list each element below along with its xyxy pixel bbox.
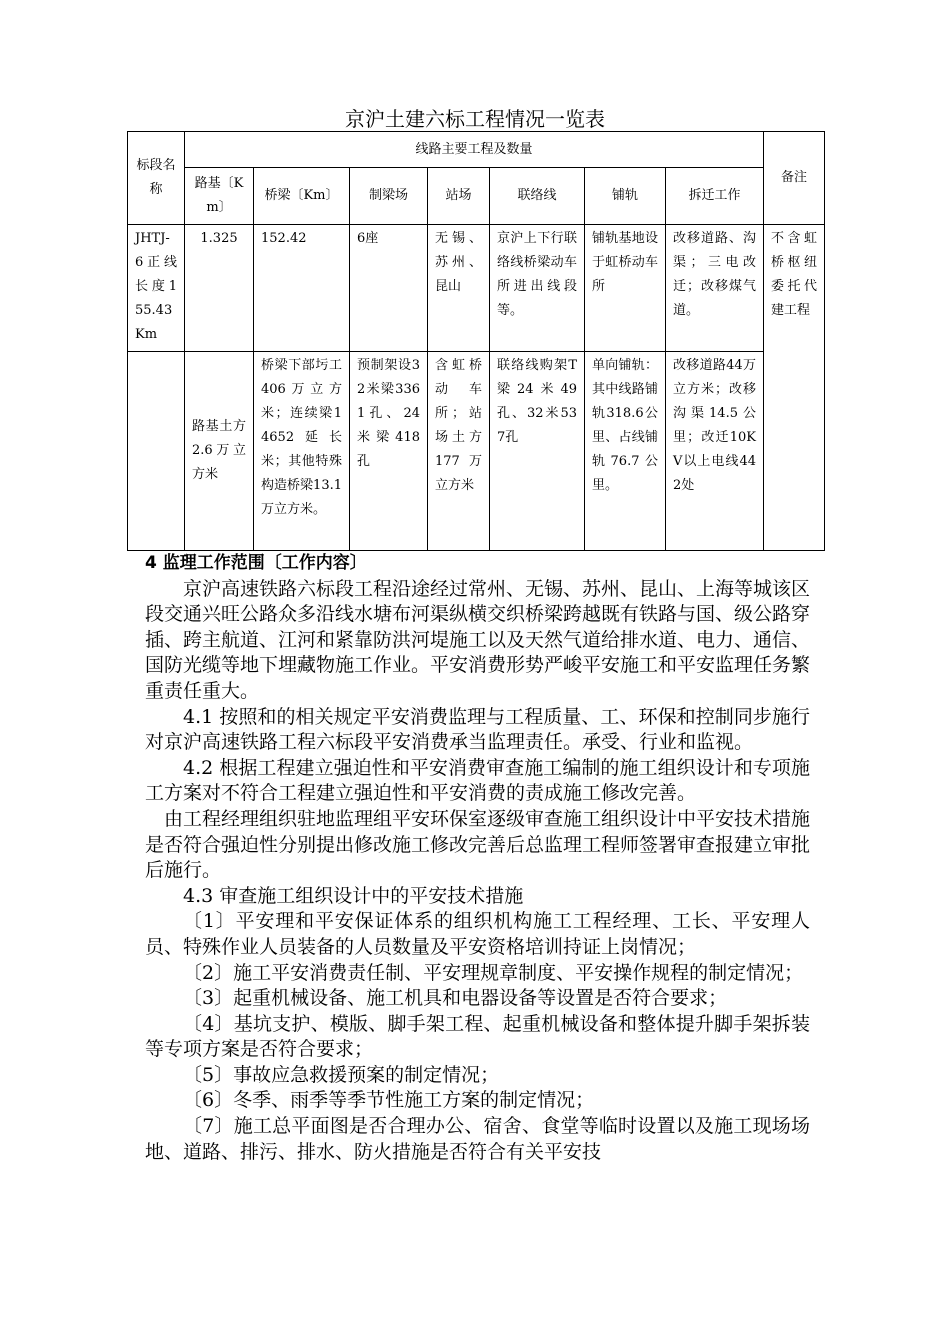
- project-summary-table: [127, 131, 825, 551]
- section-name-cell: JHTJ-6正线长度155.43Km: [128, 225, 185, 352]
- table-cell: 1.325: [185, 225, 254, 352]
- header-col-bridge: 桥梁〔Km〕: [254, 168, 350, 225]
- remark-cell: 不含虹桥枢纽委托代建工程: [764, 225, 825, 551]
- table-cell: 联络线购架T梁24米49孔、32米537孔: [490, 352, 585, 551]
- paragraph: 京沪高速铁路六标段工程沿途经过常州、无锡、苏州、昆山、上海等城该区段交通兴旺公路众多沿线水塘布河渠纵横交织桥梁跨越既有铁路与国、级公路穿插、跨主航道、江河和紧靠防洪河堤施工以及天然气道给排水道、电力、通信、国防光缆等地下埋藏物施工作业。平安消费形势严峻平安施工和平安监理任务繁重责任重大。: [145, 577, 811, 702]
- list-item: 〔2〕施工平安消费责任制、平安理规章制度、平安操作规程的制定情况；: [183, 961, 804, 984]
- table-cell: 路基土方 2.6万立方米: [185, 352, 254, 551]
- header-group: 线路主要工程及数量: [185, 132, 764, 168]
- page-title: 京沪土建六标工程情况一览表: [345, 107, 605, 131]
- header-col-beam-yard: 制梁场: [350, 168, 428, 225]
- list-item: 〔7〕施工总平面图是否合理办公、宿舍、食堂等临时设置以及施工现场场地、道路、排污、排水、防火措施是否符合有关平安技: [145, 1115, 810, 1163]
- table-cell: 单向铺轨：其中线路铺轨318.6公里、占线铺轨76.7公里。: [585, 352, 666, 551]
- paragraph: 4.1 按照和的相关规定平安消费监理与工程质量、工、环保和控制同步施行对京沪高速铁路工程六标段平安消费承当监理责任。承受、行业和监视。: [145, 705, 810, 754]
- list-item: 〔4〕基坑支护、模版、脚手架工程、起重机械设备和整体提升脚手架拆装等专项方案是否符合要求；: [145, 1012, 810, 1061]
- paragraph: 4.2 根据工程建立强迫性和平安消费审查施工编制的施工组织设计和专项施工方案对不符合工程建立强迫性和平安消费的责成施工修改完善。: [145, 756, 810, 805]
- table-row: [128, 225, 825, 352]
- header-col-station: 站场: [428, 168, 490, 225]
- list-item: 〔5〕事故应急救援预案的制定情况；: [183, 1063, 500, 1086]
- table-cell: 京沪上下行联络线桥梁动车所进出线段等。: [490, 225, 585, 352]
- list-item: 〔1〕平安理和平安保证体系的组织机构施工工程经理、工长、平安理人员、特殊作业人员装备的人员数量及平安资格培训持证上岗情况；: [145, 910, 810, 958]
- body-text: [145, 551, 810, 1165]
- table-cell: 铺轨基地设于虹桥动车所: [585, 225, 666, 352]
- list-item: 〔3〕起重机械设备、施工机具和电器设备等设置是否符合要求；: [183, 987, 728, 1010]
- section-name-cell-empty: [128, 352, 185, 551]
- header-col-demolition: 拆迁工作: [666, 168, 764, 225]
- section-heading: 4 监理工作范围〔工作内容〕: [145, 553, 367, 573]
- table-cell: 改移道路、沟渠；三电改迁；改移煤气道。: [666, 225, 764, 352]
- table-row: [128, 352, 825, 551]
- paragraph: 4.3 审查施工组织设计中的平安技术措施: [183, 884, 524, 907]
- header-col-track-laying: 铺轨: [585, 168, 666, 225]
- header-remark: 备注: [764, 132, 825, 225]
- header-col-connecting-line: 联络线: [490, 168, 585, 225]
- table-cell: 桥梁下部圬工406万立方米；连续梁14652延长米；其他特殊构造桥梁13.1万立方米。: [254, 352, 350, 551]
- header-col-subgrade: 路基〔Km〕: [185, 168, 254, 225]
- table-cell: 预制架设32米梁3361孔、24米梁418孔: [350, 352, 428, 551]
- table-cell: 改移道路44万立方米；改移沟渠14.5公里；改迁10KV以上电线442处: [666, 352, 764, 551]
- table-cell: 无锡、苏州、昆山: [428, 225, 490, 352]
- table-cell: 6座: [350, 225, 428, 352]
- table-cell: 152.42: [254, 225, 350, 352]
- list-item: 〔6〕冬季、雨季等季节性施工方案的制定情况；: [183, 1089, 595, 1112]
- header-section-name: 标段名称: [128, 132, 185, 225]
- table-cell: 含虹桥动车所；站场土方177万立方米: [428, 352, 490, 551]
- paragraph: 由工程经理组织驻地监理组平安环保室逐级审查施工组织设计中平安技术措施是否符合强迫性分别提出修改施工修改完善后总监理工程师签署审查报建立审批后施行。: [145, 807, 811, 882]
